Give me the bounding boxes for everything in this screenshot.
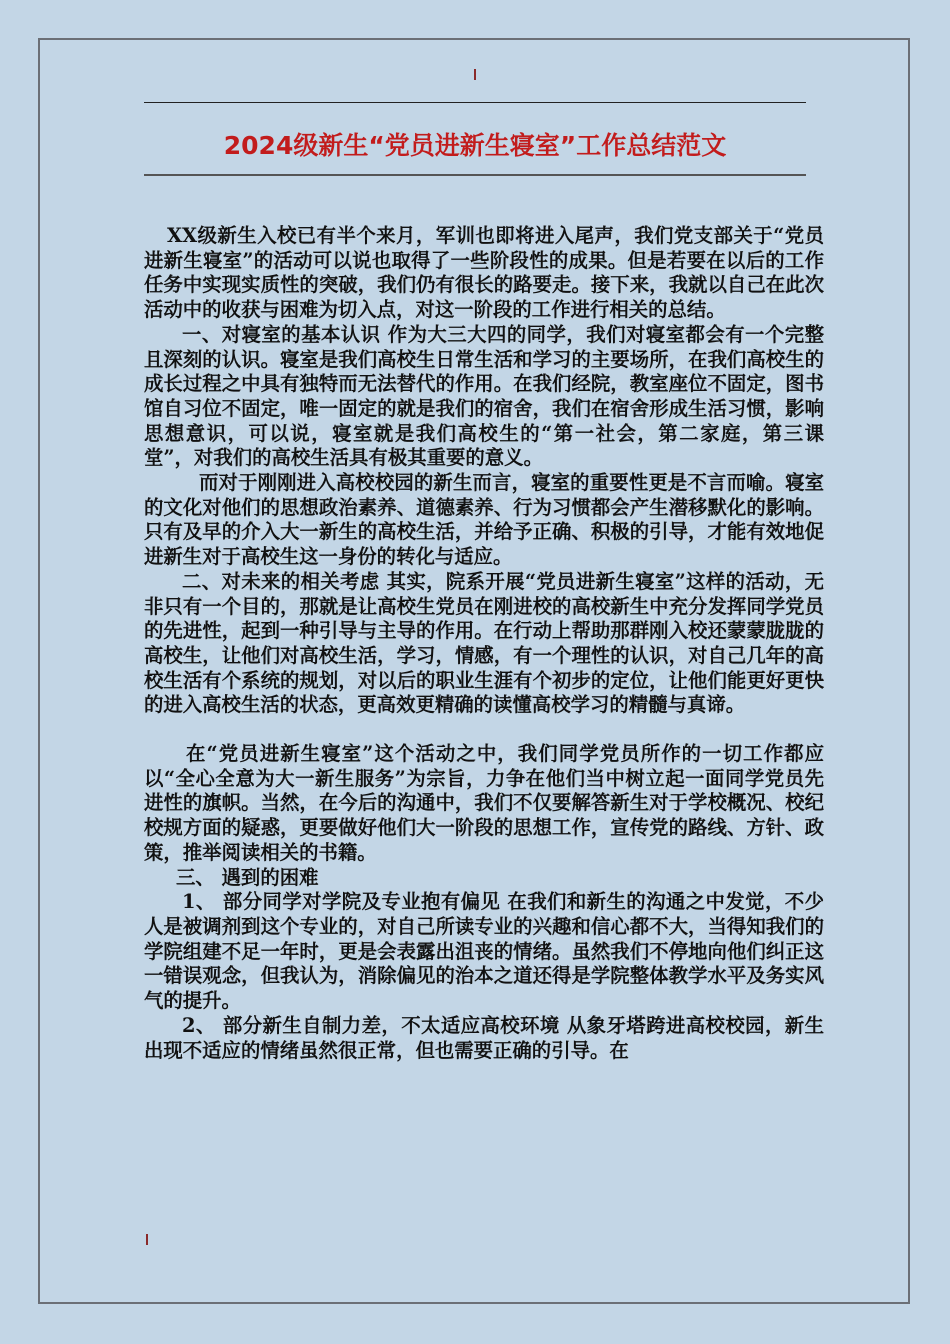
section-3-heading: 三、 遇到的困难 [176, 865, 319, 889]
blank-line [144, 718, 824, 742]
header-mark [474, 69, 476, 80]
paragraph-difficulty-1: 1、 部分同学对学院及专业抱有偏见 在我们和新生的沟通之中发觉，不少人是被调剂到这个专业的，对自己所读专业的兴趣和信心都不大，当得知我们的学院组建不足一年时，更是会表露出沮丧的情绪。虽然我们不停地向他们纠正这一错误观念，但我认为，消除偏见的治本之道还得是学院整体教学水平及务实风气的提升。 [144, 890, 824, 1013]
paragraph-section-1: 一、对寝室的基本认识 作为大三大四的同学，我们对寝室都会有一个完整且深刻的认识。寝室是我们高校生日常生活和学习的主要场所，在我们高校生的成长过程之中具有独特而无法替代的作用。在我们经院，教室座位不固定，图书馆自习位不固定，唯一固定的就是我们的宿舍，我们在宿舍形成生活习惯，影响思想意识，可以说，寝室就是我们高校生的“第一社会，第二家庭，第三课堂”，对我们的高校生活具有极其重要的意义。 [144, 322, 824, 470]
paragraph-difficulty-2: 2、 部分新生自制力差，不太适应高校环境 从象牙塔跨进高校校园，新生出现不适应的情绪虽然很正常，但也需要正确的引导。在 [144, 1013, 824, 1062]
footer-mark [146, 1234, 148, 1245]
document-body [144, 224, 824, 1063]
paragraph-intro: XX级新生入校已有半个来月，军训也即将进入尾声，我们党支部关于“党员进新生寝室”的活动可以说也取得了一些阶段性的成果。但是若要在以后的工作任务中实现实质性的突破，我们仍有很长的路要走。接下来，我就以自己在此次活动中的收获与困难为切入点，对这一阶段的工作进行相关的总结。 [144, 224, 824, 322]
paragraph-section-2-cont: 在“党员进新生寝室”这个活动之中，我们同学党员所作的一切工作都应以“全心全意为大一新生服务”为宗旨，力争在他们当中树立起一面同学党员先进性的旗帜。当然，在今后的沟通中，我们不仅要解答新生对于学校概况、校纪校规方面的疑惑，更要做好他们大一阶段的思想工作，宣传党的路线、方针、政策，推举阅读相关的书籍。 [144, 742, 824, 864]
document-title: 2024级新生“党员进新生寝室”工作总结范文 [223, 131, 727, 160]
paragraph-section-2: 二、对未来的相关考虑 其实，院系开展“党员进新生寝室”这样的活动，无非只有一个目的，那就是让高校生党员在刚进校的高校新生中充分发挥同学党员的先进性，起到一种引导与主导的作用。在行动上帮助那群刚入校还蒙蒙胧胧的高校生，让他们对高校生活，学习，情感，有一个理性的认识，对自己几年的高校生活有个系统的规划，对以后的职业生涯有个初步的定位，让他们能更好更快的进入高校生活的状态，更高效更精确的读懂高校学习的精髓与真谛。 [144, 569, 824, 717]
title-underline [144, 174, 806, 176]
paragraph-section-1-cont: 而对于刚刚进入高校校园的新生而言，寝室的重要性更是不言而喻。寝室的文化对他们的思想政治素养、道德素养、行为习惯都会产生潜移默化的影响。只有及早的介入大一新生的高校生活，并给予正确、积极的引导，才能有效地促进新生对于高校生这一身份的转化与适应。 [144, 471, 824, 569]
header-rule [144, 102, 806, 103]
